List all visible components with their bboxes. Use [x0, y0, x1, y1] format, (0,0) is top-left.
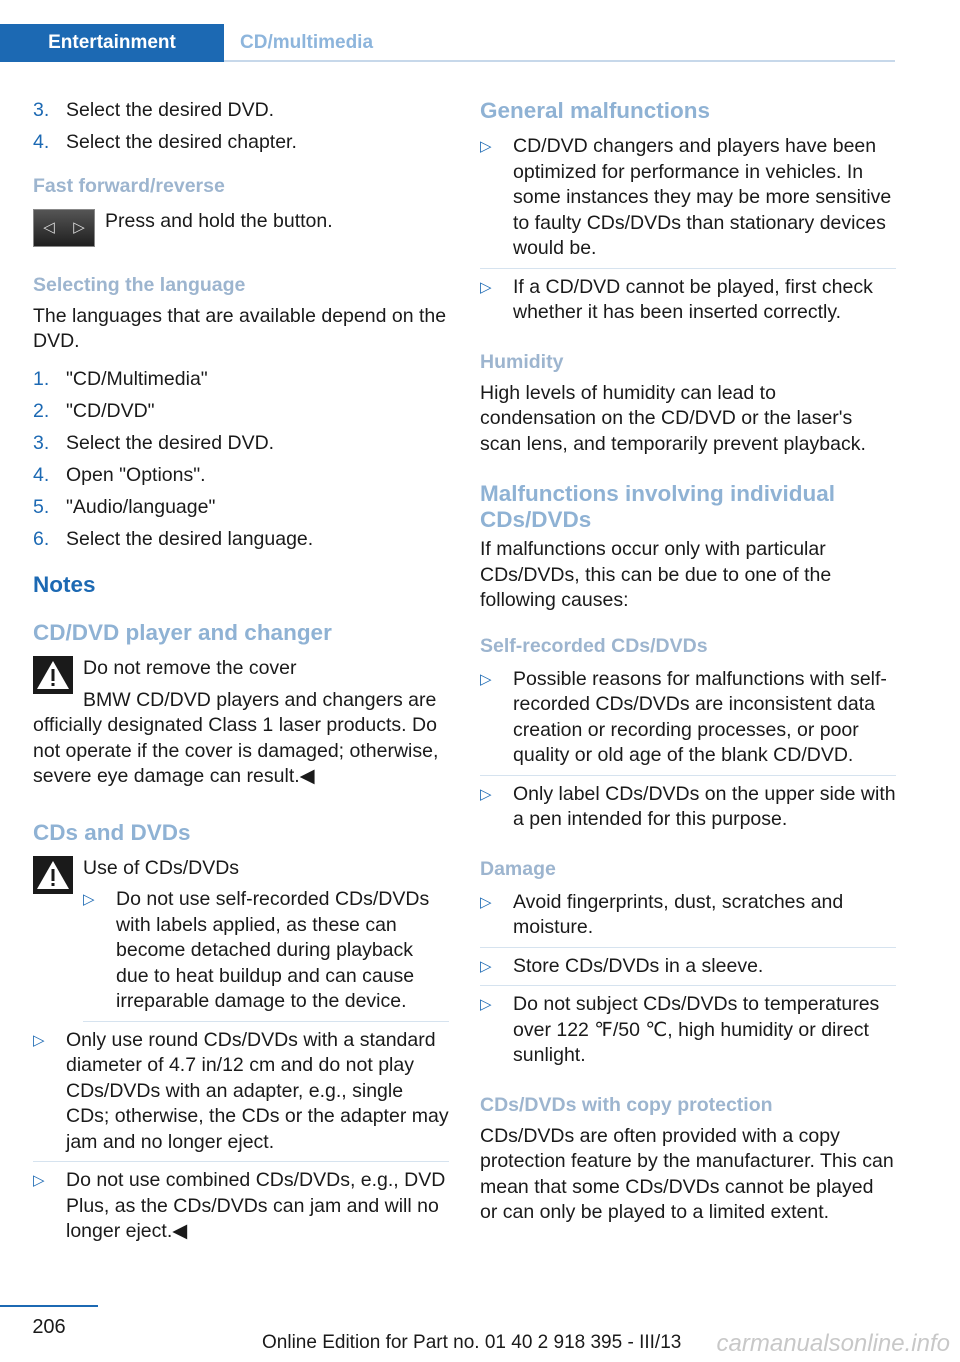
- list-item: ▷ Store CDs/DVDs in a sleeve.: [480, 948, 896, 987]
- heading-humidity: Humidity: [480, 350, 564, 373]
- triangle-right-icon: ▷: [480, 278, 492, 296]
- list-item: ▷ Only use round CDs/DVDs with a standard diameter of 4.7 in/12 cm and do not play CDs/DVDs with an adapter, e.g., single CDs; otherwise, the CDs or the adapter may jam and no longer eject.: [33, 1022, 449, 1163]
- watermark: carmanualsonline.info: [716, 1330, 950, 1357]
- triangle-right-icon: ▷: [480, 996, 492, 1013]
- tab-entertainment: Entertainment: [0, 24, 224, 62]
- list-item: ▷ Do not use combined CDs/DVDs, e.g., DVD Plus, as the CDs/DVDs can jam and will no longer eject.◀: [33, 1162, 449, 1251]
- list-item: 4. Open "Options".: [33, 463, 206, 486]
- humidity-text: High levels of humidity can lead to condensation on the CD/DVD or the laser's scan lens, and temporarily prevent playback.: [480, 381, 866, 455]
- skip-buttons-icon: ◁ ▷: [33, 209, 95, 247]
- heading-individual: Malfunctions involving individual CDs/DVDs: [480, 481, 836, 532]
- edition-text: Online Edition for Part no. 01 40 2 918 395 - III/13: [262, 1332, 682, 1353]
- heading-copy-protection: CDs/DVDs with copy protection: [480, 1093, 773, 1116]
- list-item: 5. "Audio/language": [33, 495, 216, 518]
- header-rule: [224, 60, 895, 62]
- list-item: 1. "CD/Multimedia": [33, 367, 208, 390]
- list-item: ▷ Do not subject CDs/DVDs to temperatures over 122 ℉/50 ℃, high humidity or direct sunlight.: [480, 986, 896, 1075]
- tab-cd-multimedia: CD/multimedia: [240, 32, 374, 53]
- right-column: [480, 98, 896, 1226]
- heading-damage: Damage: [480, 857, 556, 880]
- triangle-right-icon: ▷: [33, 1031, 45, 1049]
- triangle-right-icon: ▷: [480, 893, 492, 911]
- cover-text: BMW CD/DVD players and changers are officially designated Class 1 laser products. Do not operate if the cover is damaged; otherwise, severe eye damage can result.◀: [33, 688, 439, 787]
- heading-fast-forward: Fast forward/reverse: [33, 174, 225, 197]
- triangle-right-icon: ▷: [480, 138, 492, 155]
- warning-icon: [33, 656, 73, 694]
- warning-icon: [33, 856, 73, 894]
- list-item: 6. Select the desired language.: [33, 527, 314, 550]
- list-item: 3. Select the desired DVD.: [33, 99, 275, 121]
- list-item: ▷ If a CD/DVD cannot be played, first check whether it has been inserted correctly.: [480, 269, 896, 332]
- ff-text: Press and hold the button.: [105, 209, 333, 232]
- triangle-right-icon: ▷: [480, 670, 492, 688]
- triangle-right-icon: ▷: [33, 1172, 45, 1189]
- header-tabs: [0, 24, 895, 62]
- cover-title: Do not remove the cover: [83, 657, 297, 679]
- lang-intro: The languages that are available depend on the DVD.: [33, 304, 447, 352]
- list-item: ▷ Possible reasons for malfunctions with self-recorded CDs/DVDs are inconsistent data creation or recording processes, or poor quality or old age of the blank CD/DVD.: [480, 661, 896, 776]
- footer-rule: [0, 1305, 98, 1307]
- heading-notes: Notes: [33, 572, 96, 597]
- use-title: Use of CDs/DVDs: [83, 856, 240, 879]
- triangle-right-icon: ▷: [480, 957, 492, 975]
- triangle-right-icon: ▷: [83, 891, 95, 908]
- triangle-right-icon: ▷: [480, 785, 492, 803]
- list-item: ▷ Only label CDs/DVDs on the upper side with a pen intended for this purpose.: [480, 776, 896, 839]
- left-column: [33, 98, 449, 1251]
- page-number: 206: [32, 1316, 66, 1338]
- list-item: ▷ Avoid fingerprints, dust, scratches and moisture.: [480, 884, 896, 948]
- list-item: 2. "CD/DVD": [33, 399, 155, 422]
- heading-cds-dvds: CDs and DVDs: [33, 819, 191, 845]
- individual-text: If malfunctions occur only with particular CDs/DVDs, this can be due to one of the following causes:: [480, 538, 832, 611]
- list-item: ▷ CD/DVD changers and players have been optimized for performance in vehicles. In some instances they may be more sensitive to faulty CDs/DVDs than stationary devices would be.: [480, 128, 896, 269]
- heading-player-changer: CD/DVD player and changer: [33, 620, 332, 645]
- heading-selecting-language: Selecting the language: [33, 273, 246, 296]
- heading-self-recorded: Self-recorded CDs/DVDs: [480, 634, 708, 657]
- heading-general-malfunctions: General malfunctions: [480, 98, 711, 123]
- list-item: 3. Select the desired DVD.: [33, 431, 275, 454]
- list-item: ▷ Do not use self-recorded CDs/DVDs with labels applied, as these can become detached during playback due to heat buildup and can cause irreparable damage to the device.: [83, 881, 449, 1022]
- list-item: 4. Select the desired chapter.: [33, 131, 297, 153]
- copy-text: CDs/DVDs are often provided with a copy protection feature by the manufacturer. This can mean that some CDs/DVDs cannot be played or can only be played to a limited extent.: [480, 1124, 894, 1223]
